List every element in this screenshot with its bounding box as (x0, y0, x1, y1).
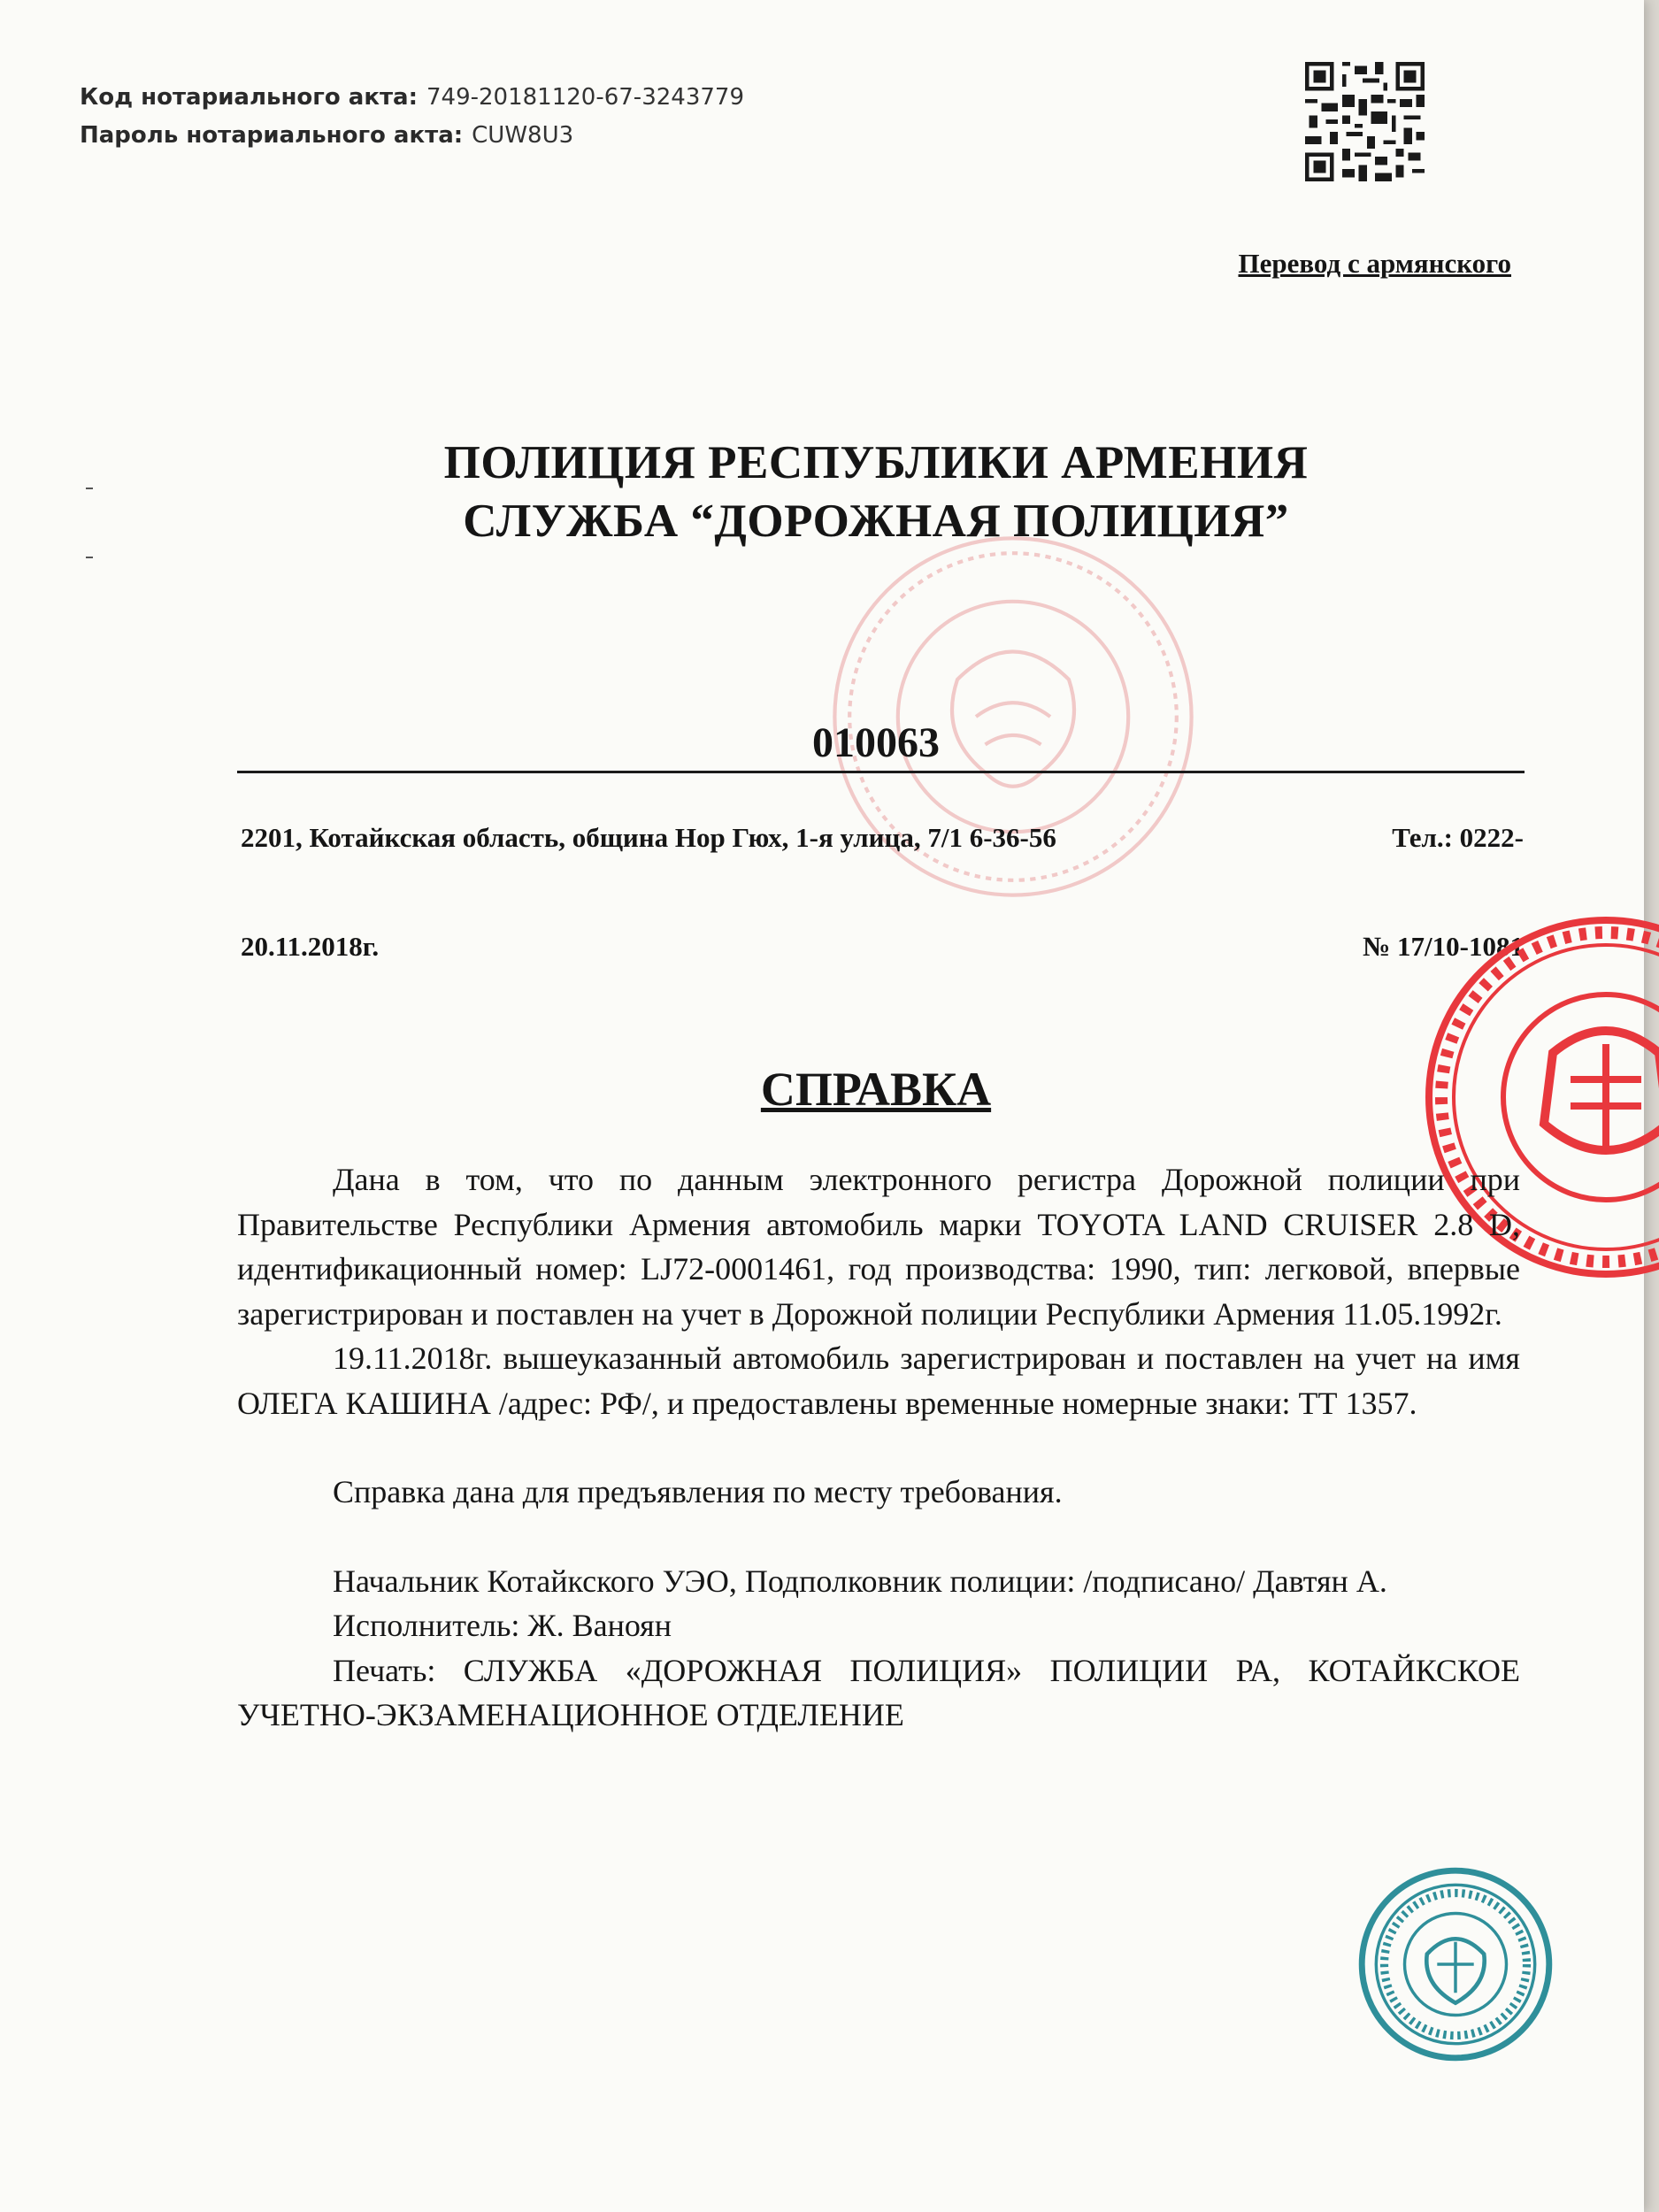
document-date: 20.11.2018г. (241, 931, 380, 962)
notary-password-value: CUW8U3 (472, 122, 574, 149)
date-number-row (241, 931, 1524, 963)
organization-title-line-1: ПОЛИЦИЯ РЕСПУБЛИКИ АРМЕНИЯ (443, 437, 1309, 488)
address-block (241, 818, 1524, 857)
margin-mark (86, 488, 93, 489)
notary-code-value: 749-20181120-67-3243779 (426, 84, 744, 111)
registration-number: № 17/10-1081 (1363, 931, 1524, 962)
paragraph-purpose: Справка дана для предъявления по месту требования. (333, 1474, 1063, 1509)
paragraph-owner: 19.11.2018г. вышеуказанный автомобиль зарегистрирован и поставлен на учет на имя ОЛЕГА КАШИНА /адрес: РФ/, и предоставлены временные номерные знаки: ТТ 1357. (237, 1340, 1520, 1421)
document-body (237, 1157, 1520, 1738)
translation-note: Перевод с армянского (1238, 248, 1511, 279)
notary-code-line (80, 84, 744, 111)
notary-code-label: Код нотариального акта: (80, 84, 418, 111)
paragraph-signatory: Начальник Котайкского УЭО, Подполковник полиции: /подписано/ Давтян А. (333, 1563, 1387, 1599)
document-number: 010063 (812, 719, 940, 766)
document-heading: СПРАВКА (760, 1063, 992, 1116)
header-divider (237, 771, 1525, 773)
notary-password-label: Пароль нотариального акта: (80, 122, 464, 149)
paragraph-registration: Дана в том, что по данным электронного регистра Дорожной полиции при Правительстве Республики Армения автомобиль марки TOYOTA LAND CRUISER 2.8 D, идентификационный номер: LJ72-0001461, год производства: 1990, тип: легковой, впервые зарегистрирован и поставлен на учет в Дорожной полиции Республики Армения 11.05.1992г. (237, 1162, 1520, 1332)
notary-password-line (80, 122, 573, 149)
organization-title-line-2: СЛУЖБА “ДОРОЖНАЯ ПОЛИЦИЯ” (463, 495, 1289, 547)
address: 2201, Котайкская область, община Нор Гюх, 1-я улица, 7/1 6-36-56 (241, 822, 1056, 853)
customs-stamp-icon (1354, 1863, 1557, 2066)
margin-mark (86, 557, 93, 558)
paragraph-seal: Печать: СЛУЖБА «ДОРОЖНАЯ ПОЛИЦИЯ» ПОЛИЦИИ РА, КОТАЙКСКОЕ УЧЕТНО-ЭКЗАМЕНАЦИОННОЕ ОТДЕЛЕНИЕ (237, 1652, 1520, 1732)
phone: Тел.: 0222- (1392, 822, 1524, 853)
paragraph-executor: Исполнитель: Ж. Ваноян (333, 1608, 672, 1643)
qr-code-icon (1305, 62, 1425, 181)
